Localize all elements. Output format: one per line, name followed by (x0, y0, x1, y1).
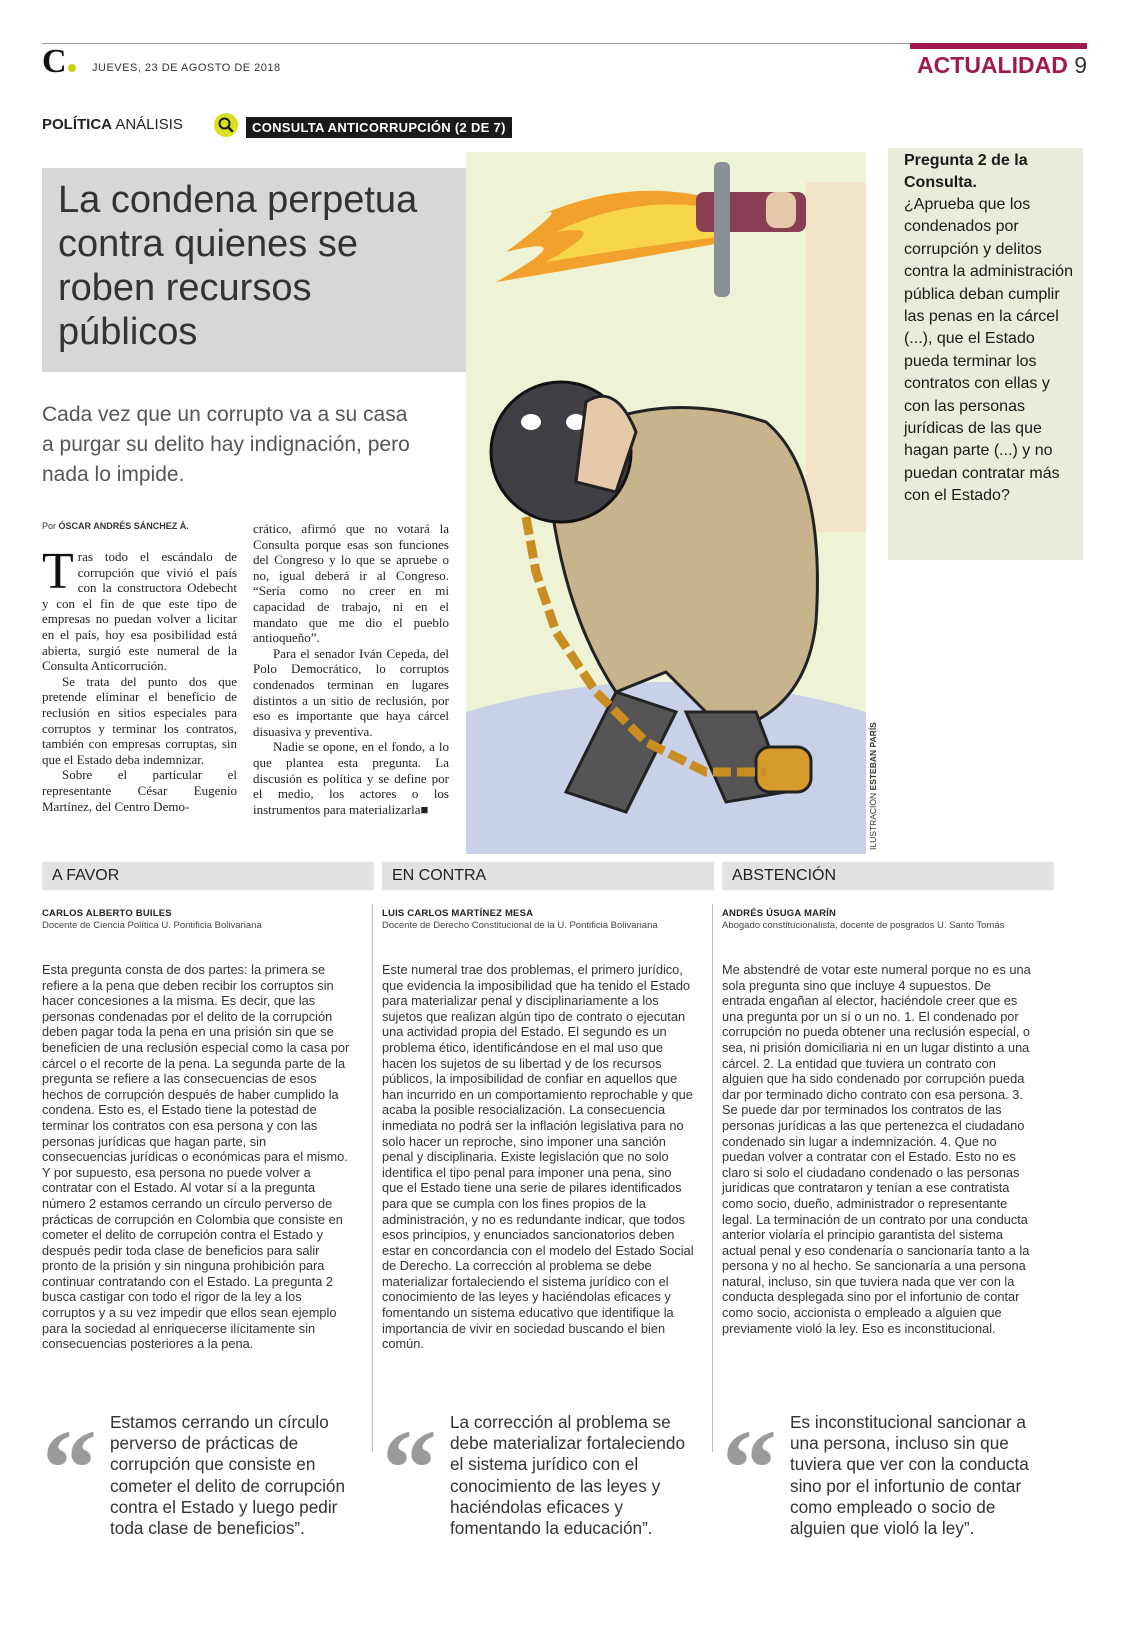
opinion-author: LUIS CARLOS MARTÍNEZ MESA (382, 908, 534, 919)
column-divider (372, 904, 373, 1452)
section-name: ACTUALIDAD (917, 52, 1068, 78)
series-label: CONSULTA ANTICORRUPCIÓN (2 DE 7) (246, 117, 512, 138)
article-paragraph: Nadie se opone, en el fondo, a lo que plantea esta pregunta. La discusión es política y se define por el medio, los actores o los instrumentos para materializarla■ (253, 739, 449, 817)
svg-text:ILUSTRACIÓN ESTEBAN PARÍS: ILUSTRACIÓN ESTEBAN PARÍS (868, 722, 878, 850)
article-paragraph: Sobre el particular el representante César Eugenio Martínez, del Centro Demo- (42, 767, 237, 814)
quote-mark-icon: “ (382, 1407, 437, 1529)
opinion-author-role: Docente de Ciencia Política U. Pontificia Bolivariana (42, 920, 262, 931)
search-icon (214, 113, 238, 137)
page-number: 9 (1074, 52, 1087, 78)
opinion-heading-favor: A FAVOR (42, 862, 374, 890)
issue-date: JUEVES, 23 DE AGOSTO DE 2018 (92, 62, 281, 74)
article-paragraph: Se trata del punto dos que pretende eliminar el beneficio de reclusión en sitios especiales para corruptos y terminar los contratos, también con empresas corruptas, sin que el Estado deba indemnizar. (42, 673, 237, 767)
article-column-2 (253, 521, 449, 817)
opinion-author: CARLOS ALBERTO BUILES (42, 908, 172, 919)
quote-mark-icon: “ (42, 1407, 97, 1529)
opinion-text: Este numeral trae dos problemas, el primero jurídico, que evidencia la imposibilidad que ha tenido el Estado para materializar penal y disciplinariamente a los sujetos que realizan algún tipo de contrato o ejecutan una actividad propia del Estado. El segundo es un problema ético, identificándose en el mal uso que hacen los sujetos de su libertad y de los recursos públicos, la imposibilidad de confiar en aquellos que han incurrido en un comportamiento reprochable y que acaba la posible resocialización. La consecuencia inmediata no podrá ser la inflación legislativa para no solo hacer un reproche, sino imponer una sanción penal y disciplinaria. Existe legislación que no solo identifica el tipo penal para imponer una pena, sino que el Estado tiene una serie de pilares identificados para que se cumpla con los fines propios de la administración, y no es redundante indicar, que todos esos principios, y enunciados sancionatorios deben estar en concordancia con el modelo del Estado Social de Derecho. La corrección al problema se debe materializar fortaleciendo el sistema jurídico con el conocimiento de las leyes y haciéndolas eficaces y fomentando un sistema educativo que identifique la importancia de vivir en sociedad buscando el bien común. (382, 962, 694, 1352)
opinion-author-role: Abogado constitucionalista, docente de posgrados U. Santo Tomás (722, 920, 1005, 931)
byline-author: ÓSCAR ANDRÉS SÁNCHEZ Á. (58, 521, 189, 531)
logo-dot-icon (68, 64, 76, 72)
article-paragraph: crático, afirmó que no votará la Consulta porque esas son funciones del Congreso y lo que se apruebe o no, igual deberá ir al Congreso. “Sería como no creer en mi capacidad de trabajo, ni en el mandato que me dio el pueblo antioqueño”. (253, 521, 449, 646)
end-mark: ■ (420, 801, 429, 817)
opinion-text: Esta pregunta consta de dos partes: la primera se refiere a la pena que deben recibir los corruptos sin hacer concesiones a la misma. Es decir, que las personas condenadas por el delito de la corrupción deben pagar toda la pena en una prisión sin que se beneficien de una reclusión especial como la casa por cárcel o el recorte de la pena. La segunda parte de la pregunta se refiere a las consecuencias de esos hechos de corrupción después de haber cumplido la condena. Esto es, el Estado tiene la potestad de terminar los contratos con esa persona y con las personas jurídicas que hagan parte, sin consecuencias jurídicas o económicas para el mismo. Y por supuesto, esa persona no puede volver a contratar con el Estado. Al votar sí a la pregunta número 2 estamos cerrando un círculo perverso de prácticas de corrupción en Colombia que consiste en cometer el delito de corrupción contra el Estado y después pedir toda clase de beneficios para salir pronto de la prisión y sin ninguna prohibición para continuar contratando con el Estado. La pregunta 2 busca castigar con todo el rigor de la ley a los corruptos y a su vez impedir que ellos sean ejemplo para la sociedad al enriquecerse ilícitamente sin consecuencias posteriores a la pena. (42, 962, 350, 1352)
opinion-author-role: Docente de Derecho Constitucional de la U. Pontificia Bolivariana (382, 920, 658, 931)
kicker-subsection: ANÁLISIS (115, 116, 183, 133)
question-title: Pregunta 2 de la Consulta. (904, 152, 1028, 191)
column-divider (712, 904, 713, 1452)
newspaper-logo: C (42, 47, 76, 77)
headline: La condena perpetua contra quienes se roben recursos públicos (58, 179, 418, 353)
article-column-1 (42, 543, 237, 814)
section-accent-bar (910, 43, 1087, 49)
quote-mark-icon: “ (722, 1407, 777, 1529)
opinion-heading-contra: EN CONTRA (382, 862, 714, 890)
question-text: ¿Aprueba que los condenados por corrupción y delitos contra la administración pública deban cumplir las penas en la cárcel (...), que el Estado pueda terminar los contratos con ellas y con las personas jurídicas de las que hagan parte (...) y no puedan contratar más con el Estado? (904, 196, 1073, 505)
kicker (42, 116, 183, 133)
opinion-heading-abstencion: ABSTENCIÓN (722, 862, 1054, 890)
section-header (910, 52, 1087, 79)
article-paragraph: Tras todo el escándalo de corrupción que vivió el país con la constructora Odebecht y con el fin de que este tipo de empresas no puedan volver a licitar en el país, hoy esa posibilidad está abierta, surgió este numeral de la Consulta Anticorrución. (42, 543, 237, 674)
pull-quote: Estamos cerrando un círculo perverso de prácticas de corrupción que consiste en cometer el delito de corrupción contra el Estado y luego pedir toda clase de beneficios”. (110, 1412, 346, 1539)
subheadline: Cada vez que un corrupto va a su casa a purgar su delito hay indignación, pero nada lo impide. (42, 403, 410, 486)
article-paragraph: Para el senador Iván Cepeda, del Polo Democrático, lo corruptos condenados terminan en lugares distintos a un sitio de reclusión, por eso es importante que haya cárcel disuasiva y preventiva. (253, 645, 449, 739)
illustration (466, 152, 886, 854)
pull-quote: La corrección al problema se debe materializar fortaleciendo el sistema jurídico con el conocimiento de las leyes y haciéndolas eficaces y fomentando la educación”. (450, 1412, 686, 1539)
drop-cap: T (42, 543, 74, 600)
opinion-text: Me abstendré de votar este numeral porque no es una sola pregunta sino que incluye 4 supuestos. De entrada engañan al elector, haciéndole creer que es una pregunta por un sí o un no. 1. El condenado por corrupción no pueda obtener una reclusión especial, o sea, ni prisión domiciliaria ni en un lugar distinto a una cárcel. 2. La entidad que tuviera un contrato con alguien que ha sido condenado por corrupción pueda dar por terminado dicho contrato con esa persona. 3. Se puede dar por terminados los contratos de las personas jurídicas a las que pertenezca el ciudadano condenado sin lugar a indemnización. 4. Que no puedan volver a contratar con el Estado. Esto no es claro si solo el ciudadano condenado o las personas jurídicas que contrataron y tenían a ese contratista como socio, dueño, administrador o representante legal. La terminación de un contrato por una conducta anterior violaría el principio garantista del sistema actual penal y eso condenaría o sancionaría tanto a la persona y no al hecho. Se sancionaría a una persona natural, incluso, sin que tuviera nada que ver con la conducta desplegada sino por el infortunio de contar como socio, accionista o empleado a alguien que previamente violó la ley. Eso es inconstitucional. (722, 962, 1031, 1336)
kicker-section: POLÍTICA (42, 116, 112, 133)
opinion-author: ANDRÉS ÚSUGA MARÍN (722, 908, 837, 919)
byline: Por ÓSCAR ANDRÉS SÁNCHEZ Á. (42, 521, 189, 531)
pull-quote: Es inconstitucional sancionar a una persona, incluso sin que tuviera que ver con la conducta sino por el infortunio de contar como empleado o socio de alguien que violó la ley”. (790, 1412, 1029, 1539)
illustration-credit (866, 700, 880, 850)
